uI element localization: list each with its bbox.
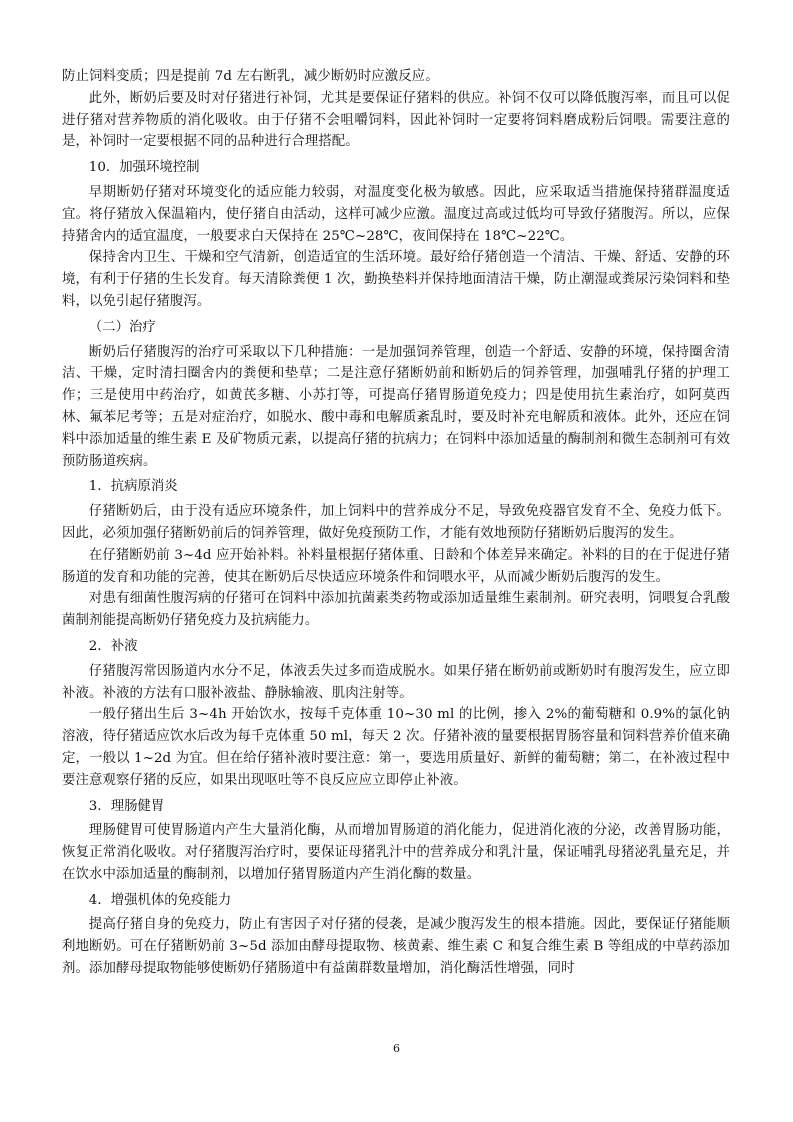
body-paragraph: 断奶后仔猪腹泻的治疗可采取以下几种措施：一是加强饲养管理，创造一个舒适、安静的环境，保持圈舍清洁、干燥，定时清扫圈舍内的粪便和垫草；二是注意仔猪断奶前和断奶后的饲养管理，加强哺乳仔猪的护理工作；三是使用中药治疗，如黄芪多糖、小苏打等，可提高仔猪胃肠道免疫力；四是使用抗生素治疗，如阿莫西林、氟苯尼考等；五是对症治疗，如脱水、酸中毒和电解质紊乱时，要及时补充电解质和液体。此外，还应在饲料中添加适量的维生素 E 及矿物质元素，以提高仔猪的抗病力；在饲料中添加适量的酶制剂和微生态制剂可有效预防肠道疾病。 [62,344,730,469]
body-paragraph: 保持舍内卫生、干燥和空气清新，创造适宜的生活环境。最好给仔猪创造一个清洁、干燥、舒适、安静的环境，有利于仔猪的生长发育。每天清除粪便 1 次，勤换垫料并保持地面清洁干燥，防止潮湿或粪尿污染饲料和垫料，以免引起仔猪腹泻。 [62,250,730,309]
section-heading: 10．加强环境控制 [88,160,200,176]
page-body [62,66,730,980]
body-paragraph: 提高仔猪自身的免疫力，防止有害因子对仔猪的侵袭，是减少腹泻发生的根本措施。因此，要保证仔猪能顺利地断奶。可在仔猪断奶前 3~5d 添加由酵母提取物、核黄素、维生素 C 和复合维生素 B 等组成的中草药添加剂。添加酵母提取物能够使断奶仔猪肠道中有益菌群数量增加，消化酶活性增强，同时 [62,917,730,977]
body-paragraph: 对患有细菌性腹泻病的仔猪可在饲料中添加抗菌素类药物或添加适量维生素制剂。研究表明，饲喂复合乳酸菌制剂能提高断奶仔猪免疫力及抗病能力。 [62,591,730,629]
section-heading: 1．抗病原消炎 [88,479,178,495]
section-heading: （二）治疗 [88,319,156,335]
body-paragraph: 理肠健胃可使胃肠道内产生大量消化酶，从而增加胃肠道的消化能力，促进消化液的分泌，改善胃肠功能，恢复正常消化吸收。对仔猪腹泻治疗时，要保证母猪乳汁中的营养成分和乳汁量，保证哺乳母猪泌乳量充足，并在饮水中添加适量的酶制剂，以增加仔猪胃肠道内产生消化酶的数量。 [62,823,730,882]
body-paragraph: 此外，断奶后要及时对仔猪进行补饲，尤其是要保证仔猪料的供应。补饲不仅可以降低腹泻率，而且可以促进仔猪对营养物质的消化吸收。由于仔猪不会咀嚼饲料，因此补饲时一定要将饲料磨成粉后饲喂。需要注意的是，补饲时一定要根据不同的品种进行合理搭配。 [62,90,730,150]
body-paragraph: 防止饲料变质；四是提前 7d 左右断乳，减少断奶时应激反应。 [62,69,439,84]
body-paragraph: 仔猪腹泻常因肠道内水分不足，体液丢失过多而造成脱水。如果仔猪在断奶前或断奶时有腹泻发生，应立即补液。补液的方法有口服补液盐、静脉输液、肌肉注射等。 [62,663,730,701]
body-paragraph: 在仔猪断奶前 3~4d 应开始补料。补料量根据仔猪体重、日龄和个体差异来确定。补料的目的在于促进仔猪肠道的发育和功能的完善，使其在断奶后尽快适应环境条件和饲喂水平，从而减少断奶后腹泻的发生。 [62,547,730,585]
section-heading: 4．增强机体的免疫能力 [88,892,232,908]
body-paragraph: 早期断奶仔猪对环境变化的适应能力较弱，对温度变化极为敏感。因此，应采取适当措施保持猪群温度适宜。将仔猪放入保温箱内，使仔猪自由活动，这样可减少应激。温度过高或过低均可导致仔猪腹泻。所以，应保持猪舍内的适宜温度，一般要求白天保持在 25℃~28℃，夜间保持在 18℃~22℃。 [62,184,730,244]
page-number: 6 [393,1042,400,1055]
body-paragraph: 一般仔猪出生后 3~4h 开始饮水，按每千克体重 10~30 ml 的比例，掺入 2%的葡萄糖和 0.9%的氯化钠溶液，待仔猪适应饮水后改为每千克体重 50 ml，每天 2 次。仔猪补液的量要根据胃肠容量和饲料营养价值来确定，一般以 1~2d 为宜。但在给仔猪补液时要注意：第一，要选用质量好、新鲜的葡萄糖；第二，在补液过程中要注意观察仔猪的反应，如果出现呕吐等不良反应应立即停止补液。 [62,707,730,788]
section-heading: 3．理肠健胃 [88,798,165,814]
body-paragraph: 仔猪断奶后，由于没有适应环境条件，加上饲料中的营养成分不足，导致免疫器官发育不全、免疫力低下。因此，必须加强仔猪断奶前后的饲养管理，做好免疫预防工作，才能有效地预防仔猪断奶后腹泻的发生。 [62,504,730,541]
section-heading: 2．补液 [88,638,138,654]
